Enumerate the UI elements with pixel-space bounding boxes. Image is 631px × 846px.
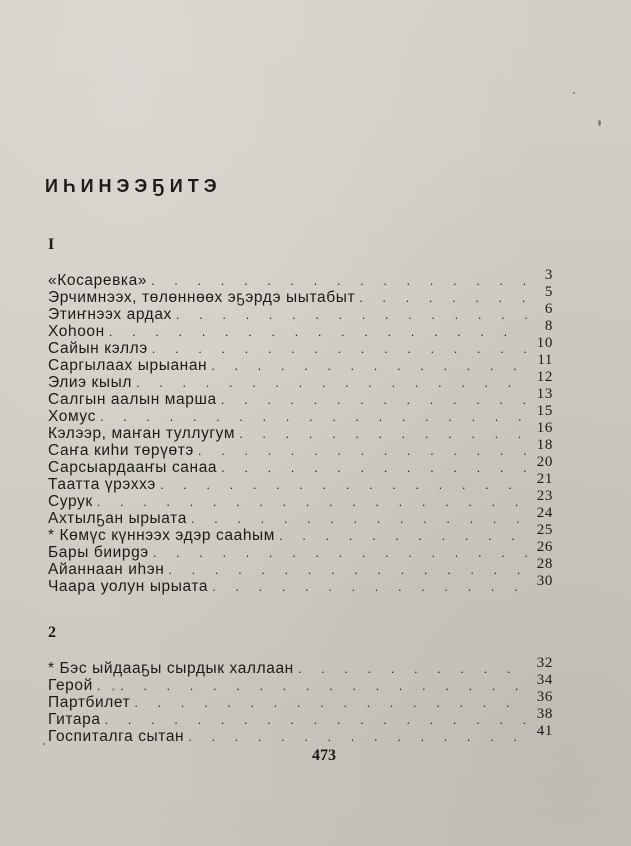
dot-leader bbox=[359, 289, 527, 306]
toc-entry-title: Сарсыардааҥы санаа bbox=[48, 459, 218, 476]
dot-leader bbox=[152, 340, 527, 357]
toc-entry-title: Кэлээр, маҥан туллугум bbox=[48, 425, 236, 442]
toc-entry-page: 36 bbox=[536, 689, 553, 705]
toc-entry[interactable] bbox=[48, 488, 553, 510]
paper-speck bbox=[43, 743, 45, 745]
toc-entry-title: Партбилет bbox=[48, 694, 131, 711]
toc-entry-page: 15 bbox=[536, 403, 553, 419]
toc-entry-page: 30 bbox=[536, 573, 553, 589]
toc-entry[interactable] bbox=[48, 505, 553, 527]
toc-entry-page: 13 bbox=[536, 386, 553, 402]
dot-leader bbox=[105, 711, 527, 728]
dot-leader bbox=[212, 578, 527, 595]
dot-leader bbox=[151, 272, 527, 289]
dot-leader bbox=[136, 374, 527, 391]
toc-entry-title: Хомус bbox=[48, 408, 96, 425]
dot-leader bbox=[279, 527, 527, 544]
dot-leader bbox=[188, 728, 527, 745]
toc-entry-title: Эрчимнээх, төлөннөөх эҕэрдэ ыытабыт bbox=[48, 289, 356, 306]
toc-entry-title: Хоһоон bbox=[48, 323, 105, 340]
toc-entry-title: Бары биирgэ bbox=[48, 544, 149, 561]
dot-leader bbox=[198, 442, 527, 459]
toc-entry-title: Сурук bbox=[48, 493, 93, 510]
toc-entry[interactable] bbox=[48, 471, 553, 493]
toc-entry[interactable] bbox=[48, 689, 553, 711]
toc-entry-page: 25 bbox=[536, 522, 553, 538]
dot-leader bbox=[191, 510, 527, 527]
dot-leader bbox=[134, 694, 527, 711]
toc-entry-title: Гитара bbox=[48, 711, 101, 728]
toc-entry-title: Элиэ кыыл bbox=[48, 374, 133, 391]
toc-entry-page: 11 bbox=[537, 352, 553, 368]
toc-entry[interactable] bbox=[48, 335, 553, 357]
dot-leader bbox=[221, 459, 527, 476]
toc-entry-page: 21 bbox=[536, 471, 553, 487]
toc-entry-page: 32 bbox=[536, 655, 553, 671]
toc-entry-page: 38 bbox=[536, 706, 553, 722]
toc-entry-page: 24 bbox=[536, 505, 553, 521]
toc-entry-title: * Бэс ыйдааҕы сырдык халлаан bbox=[48, 660, 294, 677]
toc-entry[interactable] bbox=[48, 723, 553, 745]
toc-entry-title: Таатта үрэххэ bbox=[48, 476, 156, 493]
toc-entry-page: 26 bbox=[536, 539, 553, 555]
toc-entry-page: 6 bbox=[544, 301, 553, 317]
toc-entry-title: Салгын аалын марша bbox=[48, 391, 217, 408]
toc-entry[interactable] bbox=[48, 369, 553, 391]
toc-entry-title: * Көмүс күннээх эдэр сааһым bbox=[48, 527, 276, 544]
toc-entry-page: 18 bbox=[536, 437, 553, 453]
toc-entry[interactable] bbox=[48, 420, 553, 442]
toc-entry-title: Чаара уолун ырыата bbox=[48, 578, 209, 595]
toc-entry-page: 10 bbox=[536, 335, 553, 351]
toc-entry-title: Айаннаан иһэн bbox=[48, 561, 165, 578]
section-1-label: I bbox=[48, 236, 55, 253]
paper-speck bbox=[573, 92, 575, 94]
toc-entry-title: Ахтылҕан ырыата bbox=[48, 510, 187, 527]
toc-entry[interactable] bbox=[48, 301, 553, 323]
dot-leader bbox=[100, 408, 527, 425]
dot-leader bbox=[153, 544, 527, 561]
toc-entry-page: 12 bbox=[536, 369, 553, 385]
dot-leader bbox=[168, 561, 527, 578]
section-2-label: 2 bbox=[48, 624, 56, 641]
contents-heading: ИҺИНЭЭҔИТЭ bbox=[45, 176, 222, 196]
dot-leader bbox=[176, 306, 527, 323]
toc-entry[interactable] bbox=[48, 672, 553, 694]
toc-entry-page: 8 bbox=[544, 318, 553, 334]
toc-entry-title: Этиҥнээх ардах bbox=[48, 306, 172, 323]
toc-entry-page: 20 bbox=[536, 454, 553, 470]
toc-entry[interactable] bbox=[48, 454, 553, 476]
toc-entry-title: Сайын кэллэ bbox=[48, 340, 148, 357]
paper-speck bbox=[598, 120, 601, 126]
toc-entry[interactable] bbox=[48, 556, 553, 578]
section-1-list bbox=[48, 267, 553, 595]
dot-leader bbox=[298, 660, 527, 677]
dot-leader bbox=[97, 677, 527, 694]
toc-entry-page: 16 bbox=[536, 420, 553, 436]
toc-entry-title: Саҥа киһи төрүөтэ bbox=[48, 442, 194, 459]
dot-leader bbox=[109, 323, 527, 340]
page-number: 473 bbox=[312, 747, 336, 764]
toc-entry-page: 3 bbox=[544, 267, 553, 283]
dot-leader bbox=[221, 391, 527, 408]
dot-leader bbox=[160, 476, 527, 493]
toc-entry-title: Саргылаах ырыанан bbox=[48, 357, 208, 374]
toc-entry[interactable] bbox=[48, 437, 553, 459]
toc-entry[interactable] bbox=[48, 318, 553, 340]
toc-entry[interactable] bbox=[48, 267, 553, 289]
dot-leader bbox=[97, 493, 527, 510]
section-2-list bbox=[48, 655, 553, 745]
toc-entry-page: 23 bbox=[536, 488, 553, 504]
dot-leader bbox=[211, 357, 527, 374]
toc-entry-page: 5 bbox=[544, 284, 553, 300]
dot-leader bbox=[239, 425, 527, 442]
toc-entry[interactable] bbox=[48, 706, 553, 728]
toc-entry-page: 41 bbox=[536, 723, 553, 739]
toc-entry[interactable] bbox=[48, 403, 553, 425]
toc-entry-title: Госпиталга сытан bbox=[48, 728, 185, 745]
toc-entry-page: 28 bbox=[536, 556, 553, 572]
toc-entry[interactable] bbox=[48, 522, 553, 544]
toc-entry-page: 34 bbox=[536, 672, 553, 688]
paper-speck bbox=[112, 688, 115, 691]
toc-entry[interactable] bbox=[48, 352, 553, 374]
toc-entry[interactable] bbox=[48, 573, 553, 595]
toc-entry-title: «Косаревка» bbox=[48, 272, 148, 289]
toc-entry[interactable] bbox=[48, 284, 553, 306]
toc-entry[interactable] bbox=[48, 386, 553, 408]
toc-entry[interactable] bbox=[48, 655, 553, 677]
toc-entry[interactable] bbox=[48, 539, 553, 561]
toc-entry-title: Герой bbox=[48, 677, 93, 694]
